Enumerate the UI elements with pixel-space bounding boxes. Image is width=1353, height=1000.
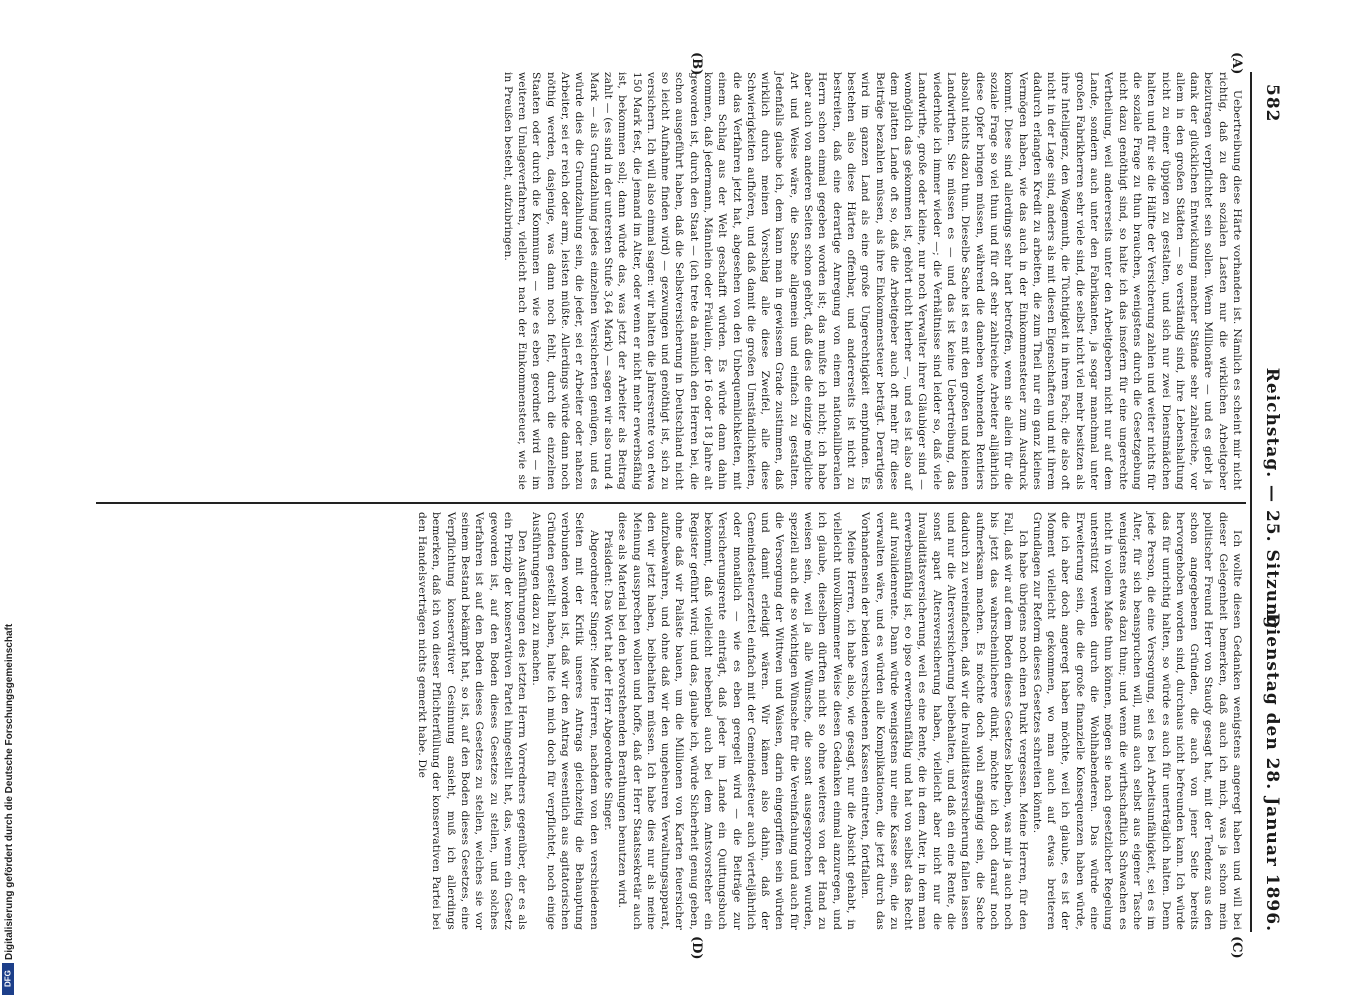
document-page <box>80 52 1290 960</box>
right-column <box>415 512 1244 930</box>
left-column <box>501 72 1244 490</box>
column-divider <box>96 502 1246 504</box>
paragraph: Präsident: Das Wort hat der Herr Abgeordnete Singer. <box>601 530 614 831</box>
margin-marker-d: (D) <box>689 936 704 960</box>
paragraph: Ich wollte diesen Gedanken wenigstens angeregt haben und will bei dieser Gelegenheit bemerken, daß auch ich mich, was ja schon mein politischer Freund Herr von Staudy gesagt hat, mit der Tendenz aus den schon angegebenen Gründen, die auch von jener Seite bereits hervorgehoben worden sind, durchaus nicht befreunden kann. Ich würde das für unrichtig halten, so würde es auch für unerträglich halten. Denn jede Person, die eine Versorgung, sei es bei Arbeitsunfähigkeit, sei es im Alter, für sich beanspruchen will, muß auch selbst aus eigener Tasche wenigstens etwas dazu thun; und wenn die wirthschaftlich Schwachen es nicht in vollem Maße thun können, mögen sie nach gesetzlicher Regelung unterstützt werden durch die Wohlhabenderen. Das würde eine Erweiterung sein, die die große finanzielle Konsequenzen haben würde, die ich aber doch angeregt haben möchte, weil ich glaube, es ist der Moment vielleicht gekommen, wo man auch auf etwas breiteren Grundlagen zur Reform dieses Gesetzes schreiten könnte. <box>1030 512 1243 930</box>
paragraph: Den Ausführungen des letzten Herrn Vorredners gegenüber, der es als ein Prinzip der konservativen Partei hingestellt hat, das, wenn ein Gesetz geworden ist, auf den Boden dieses Gesetzes zu stellen, und solches Verfahren ist auf den Boden dieses Gesetzes zu stellen, welches sie vor seinem Bestand bekämpft hat, so ist, auf den Boden dieses Gesetzes, eine Verpflichtung konservativer Gesinnung ansieht, muß ich allerdings bemerken, daß ich von dieser Pflichterfüllung der konservativen Partei bei den Handelsverträgen nichts gemerkt habe. Die <box>416 512 529 930</box>
page-title: Reichstag. — 25. Sitzung. <box>1262 367 1282 637</box>
margin-marker-c: (C) <box>1229 936 1244 959</box>
margin-marker-a: (A) <box>1229 52 1244 75</box>
page-number: 582 <box>1262 84 1282 123</box>
paragraph: Ich habe übrigens noch einen Punkt vergessen. Meine Herren, für den Fall, daß wir auf dem Boden dieses Gesetzes bleiben, was mir ja auch noch bis jetzt das wahrscheinlichere dünkt, möchte ich doch darauf noch aufmerksam machen. Es möchte doch wohl angängig sein, die Sache dadurch zu vereinfachen, daß wir die Invaliditätsversicherung fallen lassen und nur die Altersversicherung beibehalten, und daß ein eine Rente, die sonst apart Altersversicherung haben, vielleicht aber nicht nur die Invaliditätsversicherung, weil es eine Rente, die in dem Alter, in dem man erwerbsunfähig ist, eo ipso erwerbsunfähig und hat von selbst das Recht auf Invalidenrente. Dann würde wenigstens nur eine Kasse sein, die zu verwalten wäre, und es würden alle Komplikationen, die jetzt durch das Vorhandensein der beiden verschiedenen Kassen eintreten, fortfallen. <box>859 512 1029 930</box>
paragraph: Abgeordneter Singer: Meine Herren, nachdem von den verschiedenen Seiten mit der Kritik unseres Antrags gleichzeitig die Behauptung verbunden worden ist, daß wir den Antrag wesentlich aus agitatorischen Gründen gestellt haben, halte ich mich doch für verpflichtet, noch einige Ausführungen dazu zu machen. <box>530 512 600 930</box>
dfg-logo: DFG <box>2 963 14 995</box>
page-date: Dienstag den 28. Januar 1896. <box>1262 613 1282 932</box>
paragraph: Uebertreibung diese Härte vorhanden ist. Nämlich es scheint mir nicht richtig, daß zu den sozialen Lasten nur die wirklichen Arbeitgeber beizutragen verpflichtet sein sollen. Wenn Millionäre — und es giebt ja dank der glücklichen Entwicklung mancher Stände sehr zahlreiche, vor allem in den großen Städten — so verständig sind, ihre Lebenshaltung nicht zu einer üppigen zu gestalten, und sich nur zwei Dienstmädchen halten und für sie die Hälfte der Versicherung zahlen und weiter nichts für die soziale Frage zu thun brauchen, wenigstens durch die Gesetzgebung nicht dazu genöthigt sind, so halte ich das insofern für eine ungerechte Vertheilung, weil andererseits unter den Arbeitgebern nicht nur auf dem Lande, sondern auch unter den Fabrikanten, ja sogar manchmal unter großen Fabrikherren sehr viele sind, die selbst nicht viel mehr besitzen als ihre Intelligenz, den Wagemuth, die Tüchtigkeit in ihrem Fach; die also oft nicht in der Lage sind, anders als mit diesen Eigenschaften und mit ihrem dadurch erlangten Kredit zu arbeiten, die zum Theil nur ein ganz kleines Vermögen haben, wie das auch in der Einkommensteuer zum Ausdruck kommt. Diese sind allerdings sehr hart betroffen, wenn sie allein für die soziale Frage so viel thun und für oft sehr zahlreiche Arbeiter alljährlich diese Opfer bringen müssen, während die daneben wohnenden Rentiers absolut nichts dazu thun. Dieselbe Sache ist es mit den großen und kleinen Landwirthen. Sie müssen es — und das ist keine Uebertreibung, das wiederhole ich immer wieder —; die Verhältnisse sind leider so, daß viele Landwirthe, große oder kleine, nur noch Verwalter ihrer Gläubiger sind — womöglich das gekommen ist, gehört nicht hierher —, und es ist also auf dem platten Lande oft so, daß die Arbeitgeber auch oft mehr für diese Beiträge bezahlen müssen, als ihre Einkommensteuer beträgt. Derartiges wird im ganzen Land als eine große Ungerechtigkeit empfunden. Es bestehen also diese Härten offenbar, und andererseits ist nicht zu bestreiten, daß eine derartige Anregung von einem nationalliberalen Herrn schon einmal gegeben worden ist; das mußte ich nicht; ich habe aber auch von anderen Seiten schon gehört, daß dies die einzige mögliche Art und Weise wäre, die Sache allgemein und einfach zu gestalten. Jedenfalls glaube ich, dem kann man in gewissem Grade zustimmen, daß wirklich durch meinen Vorschlag alle diese Zweifel, alle diese Schwierigkeiten aufhören, und daß damit die großen Umständlichkeiten, die das Verfahren jetzt hat, abgesehen von den Unbequemlichkeiten, mit einem Schlag aus der Welt geschafft würden. Es würde dann dahin kommen, daß jedermann, Männlein oder Fräulein, der 16 oder 18 Jahre alt geworden ist, durch den Staat — (ich trete da nämlich den Herren bei, die schon ausgeführt haben, daß die Selbstversicherung in Deutschland nicht so leicht Aufnahme finden wird) — gezwungen und genöthigt ist, sich zu versichern. Ich will also einmal sagen: wir halten die Jahresrente von etwa 150 Mark fest, die jemand im Alter, oder wenn er nicht mehr erwerbsfähig ist, bekommen soll; dann würde das, was jetzt der Arbeiter als Beitrag zahlt — (es sind in der untersten Stufe 3,64 Mark) — sagen wir also rund 4 Mark — als Grundzahlung jedes einzelnen Versicherten genügen, und es würde dies die Grundzahlung sein, die jeder, sei er Arbeiter oder nahezu Arbeiter, sei er reich oder arm, leisten müßte. Allerdings würde dann noch nöthig werden, dasjenige, was dann noch fehlt, durch die einzelnen Staaten oder durch die Kommunen — wie es eben geordnet wird — im weiteren Umlageverfahren, vielleicht nach der Einkommensteuer, wie sie in Preußen besteht, aufzubringen. <box>501 72 1243 490</box>
page-header <box>1250 72 1290 932</box>
funding-note: Digitalisierung gefördert durch die Deutsche Forschungsgemeinschaft <box>4 623 15 960</box>
paragraph: Meine Herren, ich habe also, wie gesagt, nur die Absicht gehabt, in vielleicht unvollkommener Weise diesen Gedanken einmal anzuregen, und ich glaube, dieselben dürften nicht so ohne weiteres von der Hand zu weisen sein, weil ja alle Wünsche, die sonst ausgesprochen wurden, speziell auch die so wichtigen Wünsche für die Vereinfachung und auch für die Versorgung der Wittwen und Waisen, darin eingegriffen sein würden und damit erledigt wären. Wir kämen also dahin, daß der Gemeindesteuerzettel einfach mit der Gemeindesteuer auch vierteljährlich oder monatlich — wie es eben geregelt wird — die Beiträge zur Versicherungsrente einträgt, daß jeder im Lande ein Quittungsbuch bekommt, daß vielleicht nebenbei auch bei dem Amtsvorsteher ein Register geführt wird; und das, glaube ich, würde Sicherheit genug geben, ohne daß wir Paläste bauen, um die Millionen von Karten feuersicher aufzubewahren, und ohne daß wir den ungeheuren Verwaltungsapparat, den wir jetzt haben, beibehalten müssen. Ich habe dies nur als meine Meinung aussprechen wollen und hoffe, daß der Herr Staatssekretär auch diese als Material bei den bevorstehenden Berathungen benutzen wird. <box>616 512 857 930</box>
margin-marker-b: (B) <box>689 52 704 76</box>
